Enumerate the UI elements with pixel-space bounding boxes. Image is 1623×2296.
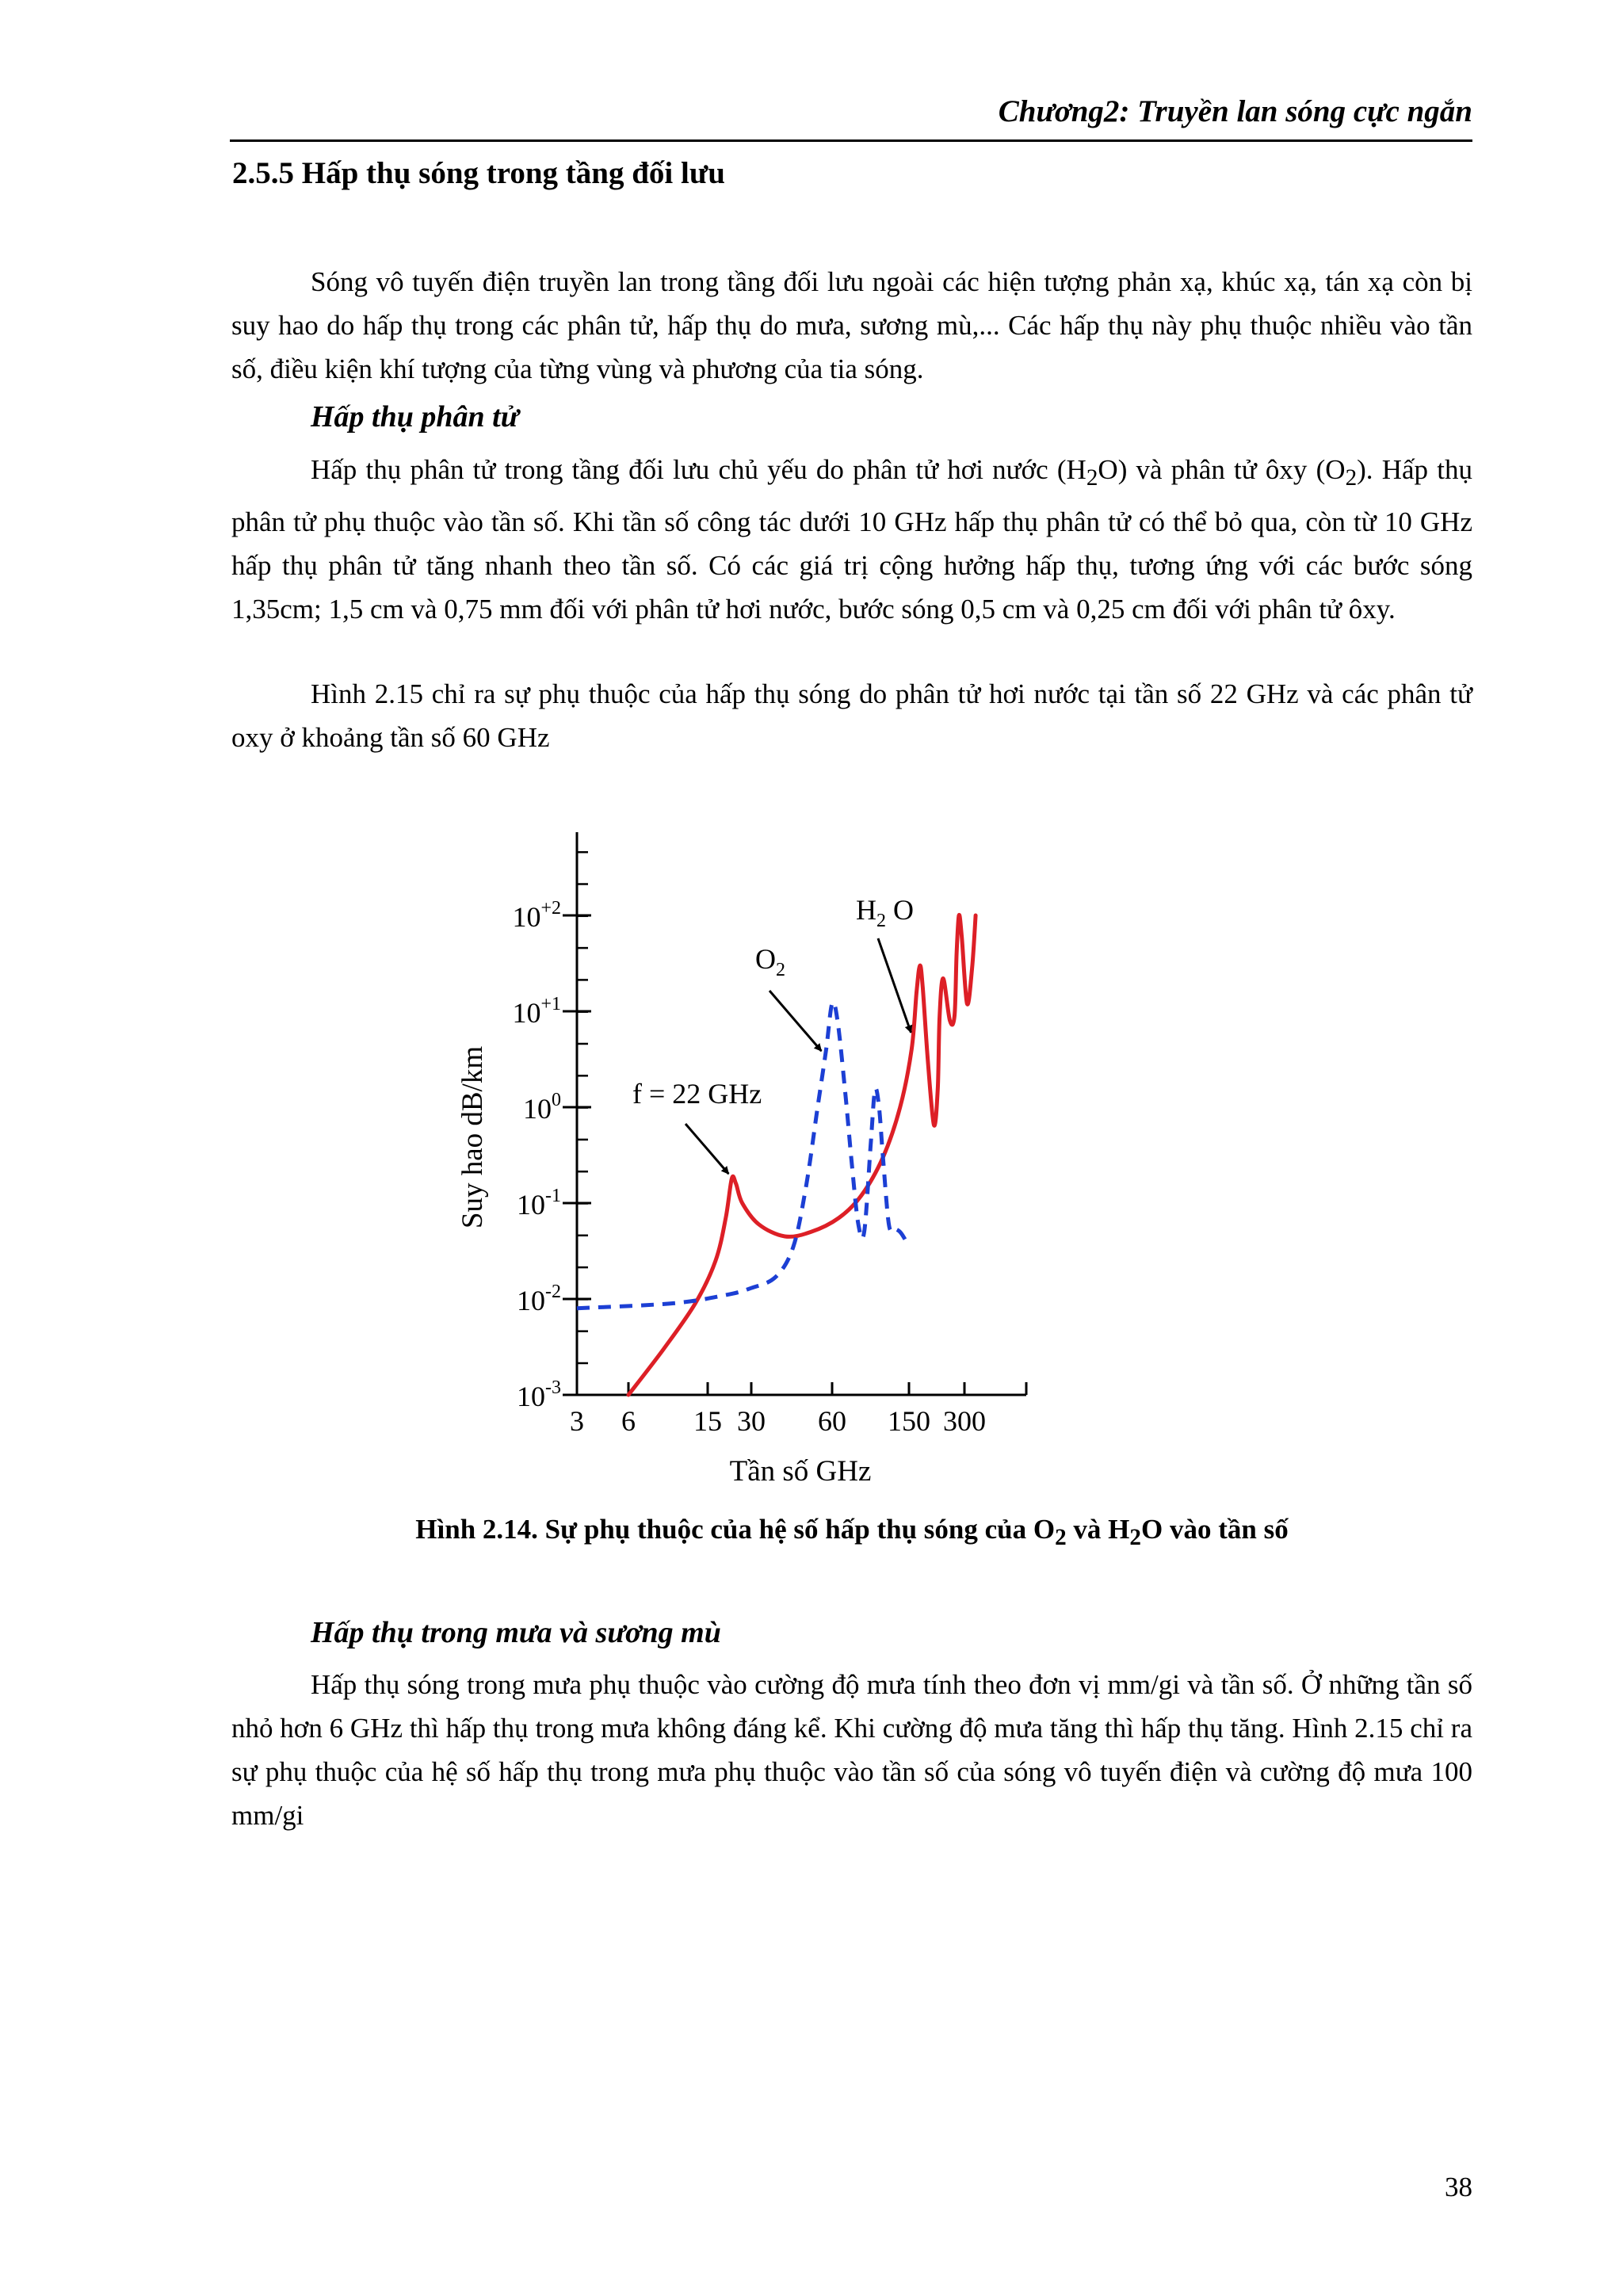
x-tick-label: 300 — [943, 1405, 986, 1437]
running-head: Chương2: Truyền lan sóng cực ngắn — [998, 94, 1472, 128]
page-number: 38 — [1445, 2172, 1472, 2202]
y-tick-label: $10^{+2}$ — [512, 898, 561, 933]
y-tick-label: $10^0$ — [523, 1090, 561, 1125]
x-tick-label: 150 — [888, 1405, 930, 1437]
annotation-h2o: $H_2$ O — [856, 894, 914, 931]
section-heading: 2.5.5 Hấp thụ sóng trong tầng đối lưu — [232, 156, 725, 190]
subsection-heading-molecular: Hấp thụ phân tử — [311, 400, 519, 434]
subscript: 2 — [1055, 1525, 1067, 1550]
x-axis-title: Tần số GHz — [729, 1455, 872, 1488]
paragraph-text: ). Hấp thụ phân tử phụ thuộc vào tần số. Khi tần số công tác dưới 10 GHz hấp thụ phân tử có thể bỏ qua, còn từ 10 GHz hấp thụ phân tử tăng nhanh theo tần số. Có các giá trị cộng hưởng hấp thụ, tương ứng với các bước sóng 1,35cm; 1,5 cm và 0,75 mm đối với phân tử hơi nước, bước sóng 0,5 cm và 0,25 cm đối với phân tử ôxy. — [231, 454, 1472, 625]
annotation-arrow — [878, 938, 911, 1033]
annotation-arrow — [685, 1124, 728, 1174]
x-tick-label: 15 — [693, 1405, 722, 1437]
y-tick-label: $10^{-3}$ — [517, 1377, 561, 1412]
caption-text: Hình 2.14. Sự phụ thuộc của hệ số hấp thụ sóng của O — [415, 1514, 1056, 1545]
y-tick-label: $10^{-2}$ — [517, 1282, 561, 1316]
intro-paragraph: Sóng vô tuyến điện truyền lan trong tầng đối lưu ngoài các hiện tượng phản xạ, khúc xạ, tán xạ còn bị suy hao do hấp thụ trong các phân tử, hấp thụ do mưa, sương mù,... Các hấp thụ này phụ thuộc nhiều vào tần số, điều kiện khí tượng của từng vùng và phương của tia sóng. — [231, 266, 1472, 384]
annotation-o2: $O_2$ — [755, 943, 785, 980]
subscript: 2 — [1086, 465, 1098, 491]
x-tick-label: 3 — [570, 1405, 584, 1437]
paragraph-figure-reference: Hình 2.15 chỉ ra sự phụ thuộc của hấp thụ sóng do phân tử hơi nước tại tần số 22 GHz và các phân tử oxy ở khoảng tần số 60 GHz — [231, 678, 1472, 753]
x-tick-label: 30 — [737, 1405, 766, 1437]
caption-text: O vào tần số — [1140, 1514, 1289, 1545]
subscript: 2 — [1129, 1525, 1141, 1550]
caption-text: và H — [1066, 1514, 1130, 1545]
paragraph-text: Hấp thụ phân tử trong tầng đối lưu chủ yếu do phân tử hơi nước (H — [311, 454, 1086, 485]
series-line-h2o — [628, 915, 976, 1395]
annotation-arrow — [769, 991, 821, 1051]
x-tick-label: 6 — [621, 1405, 636, 1437]
figure-caption — [231, 1514, 1472, 1551]
subsection-heading-rain: Hấp thụ trong mưa và sương mù — [311, 1616, 721, 1649]
y-tick-label: $10^{+1}$ — [512, 994, 561, 1029]
subscript: 2 — [1345, 465, 1358, 491]
annotation-f-22ghz: f = 22 GHz — [632, 1078, 762, 1110]
x-tick-label: 60 — [818, 1405, 846, 1437]
series-line-o2 — [577, 1003, 906, 1308]
y-tick-label: $10^{-1}$ — [517, 1186, 561, 1221]
y-axis-title: Suy hao dB/km — [456, 1045, 489, 1229]
paragraph-rain-absorption: Hấp thụ sóng trong mưa phụ thuộc vào cường độ mưa tính theo đơn vị mm/gi và tần số. Ở những tần số nhỏ hơn 6 GHz thì hấp thụ trong mưa không đáng kể. Khi cường độ mưa tăng thì hấp thụ tăng. Hình 2.15 chỉ ra sự phụ thuộc của hệ số hấp thụ trong mưa phụ thuộc vào tần số của sóng vô tuyến điện và cường độ mưa 100 mm/gi — [231, 1669, 1472, 1831]
paragraph-text: O) và phân tử ôxy (O — [1098, 454, 1346, 485]
